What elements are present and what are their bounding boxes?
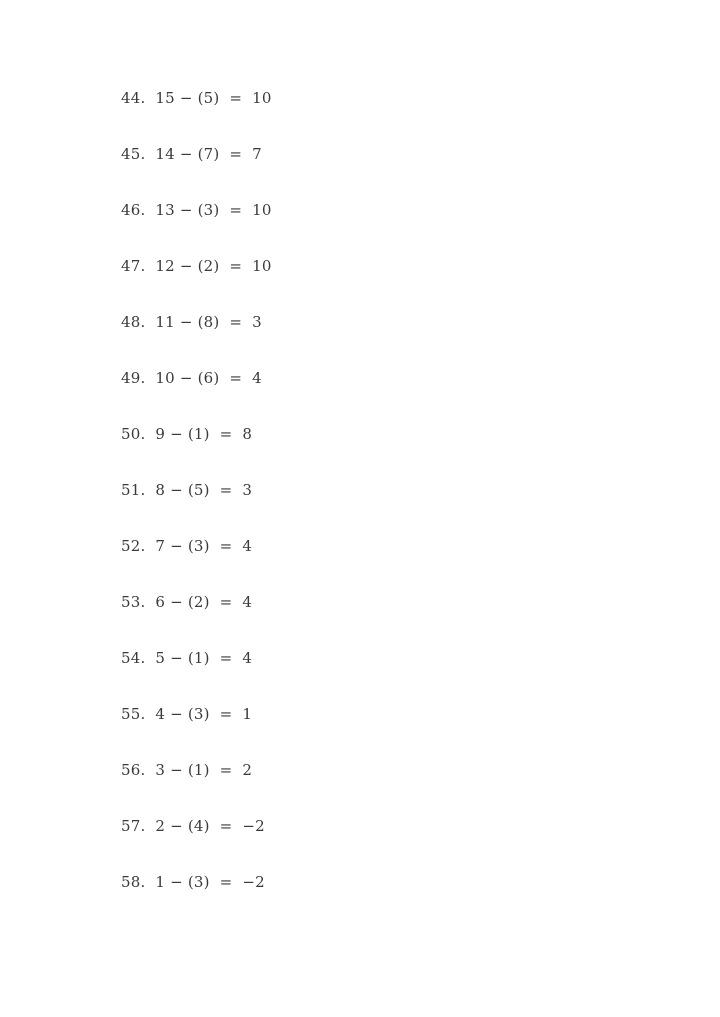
problem-50: 50. 9 − (1) = 8	[121, 425, 253, 443]
problem-44: 44. 15 − (5) = 10	[121, 89, 272, 107]
problem-53: 53. 6 − (2) = 4	[121, 593, 253, 611]
problem-46: 46. 13 − (3) = 10	[121, 201, 272, 219]
problem-48: 48. 11 − (8) = 3	[121, 313, 262, 331]
problem-49: 49. 10 − (6) = 4	[121, 369, 262, 387]
problem-57: 57. 2 − (4) = −2	[121, 817, 265, 835]
problem-52: 52. 7 − (3) = 4	[121, 537, 253, 555]
problem-45: 45. 14 − (7) = 7	[121, 145, 262, 163]
problem-55: 55. 4 − (3) = 1	[121, 705, 253, 723]
problem-58: 58. 1 − (3) = −2	[121, 873, 265, 891]
problem-56: 56. 3 − (1) = 2	[121, 761, 253, 779]
problem-54: 54. 5 − (1) = 4	[121, 649, 253, 667]
problem-47: 47. 12 − (2) = 10	[121, 257, 272, 275]
problem-list	[121, 86, 272, 926]
problem-51: 51. 8 − (5) = 3	[121, 481, 253, 499]
